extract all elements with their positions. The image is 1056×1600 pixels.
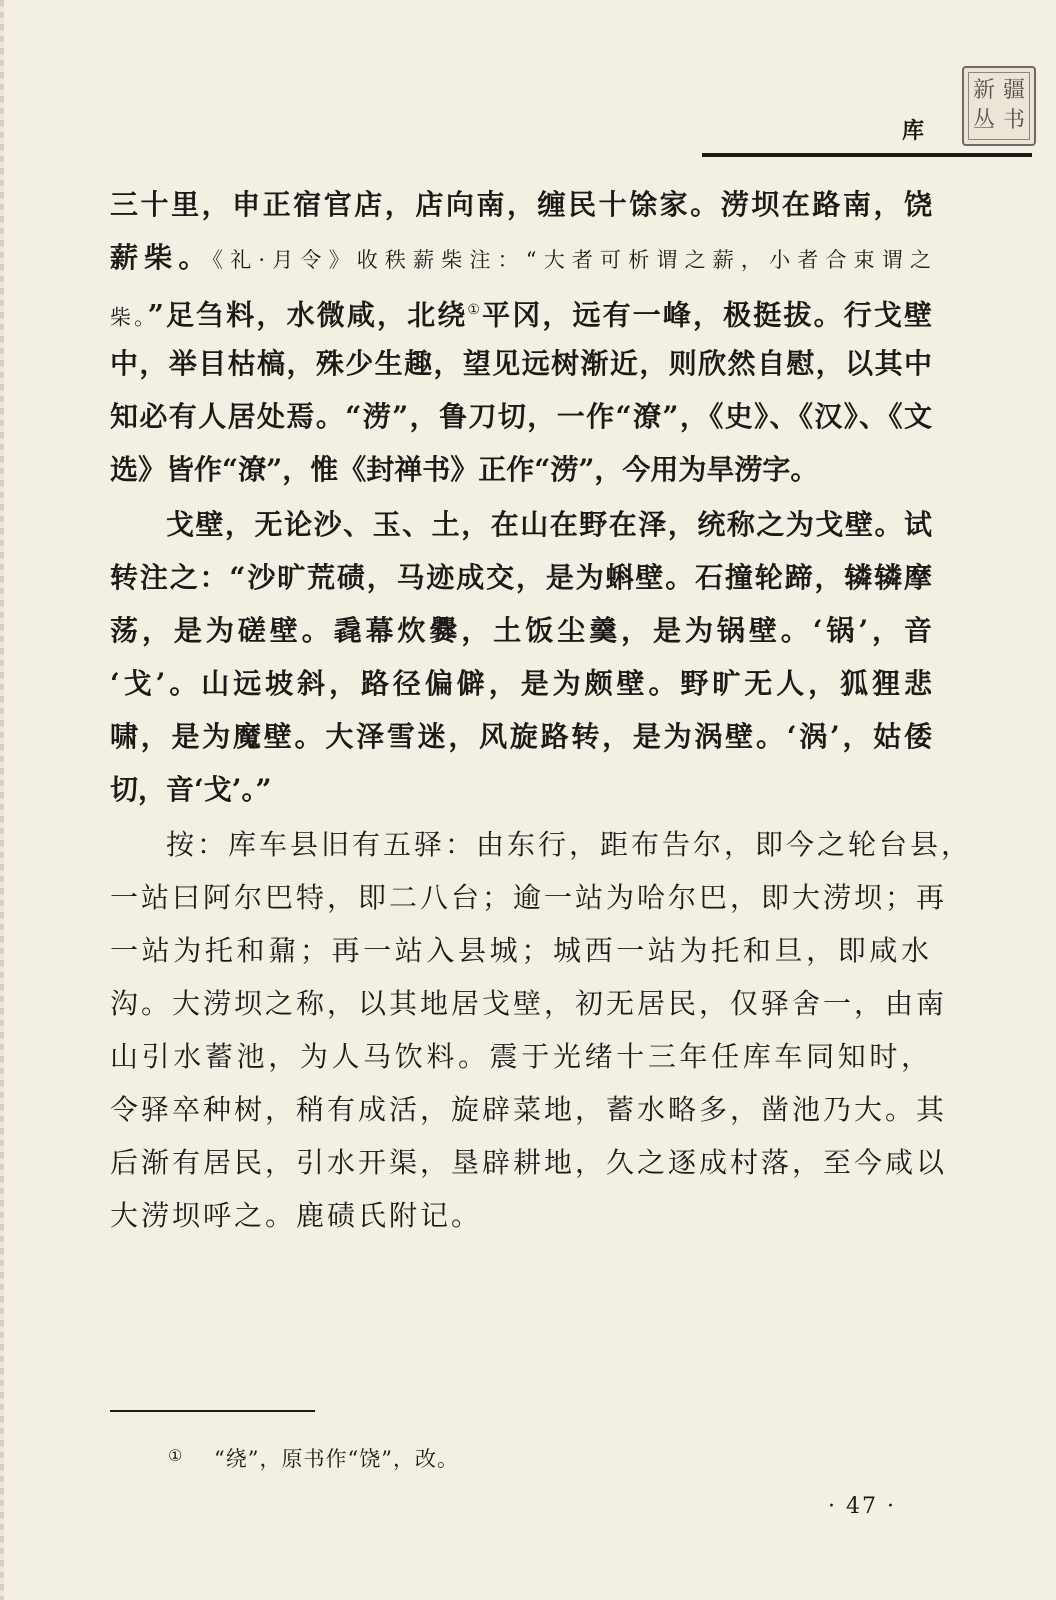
- seal-char: 书: [1002, 108, 1025, 133]
- inline-note-end: 柴。: [110, 305, 148, 330]
- footnote-mark: ①: [168, 1446, 183, 1465]
- text-line: 荡，是为磋壁。毳幕炊爨，土饭尘羹，是为锅壁。‘锅’，音: [110, 614, 932, 647]
- text-line: [110, 231, 932, 284]
- text-line: 大涝坝呼之。鹿碛氏附记。: [110, 1199, 483, 1232]
- footnote-ref: ①: [467, 302, 483, 318]
- series-seal-logo: [962, 66, 1036, 146]
- seal-char: 丛: [972, 108, 995, 133]
- text-segment: ”足刍料，水微咸，北绕: [147, 298, 468, 332]
- text-line: 一站为托和鼐；再一站入县城；城西一站为托和旦，即咸水: [110, 934, 932, 967]
- footnote-text: “绕”，原书作“饶”，改。: [214, 1447, 459, 1471]
- seal-char: 新: [972, 78, 995, 103]
- seal-characters: [968, 72, 1030, 140]
- text-line: 选》皆作“潦”，惟《封禅书》正作“涝”，今用为旱涝字。: [110, 453, 819, 486]
- text-line: 按：库车县旧有五驿：由东行，距布告尔，即今之轮台县，: [166, 828, 973, 861]
- page-number: · 47 ·: [828, 1494, 896, 1519]
- seal-char: 疆: [1002, 78, 1025, 103]
- text-segment: 平冈，远有一峰，极挺拔。行戈壁: [482, 298, 932, 332]
- text-line: 三十里，申正宿官店，店向南，缠民十馀家。涝坝在路南，饶: [110, 188, 932, 221]
- page-left-edge: [0, 0, 4, 1600]
- text-line: 中，举目枯槁，殊少生趣，望见远树渐近，则欣然自慰，以其中: [110, 347, 932, 380]
- text-line: 令驿卒种树，稍有成活，旋辟菜地，蓄水略多，凿池乃大。其: [110, 1093, 948, 1126]
- running-head: 库: [902, 119, 927, 144]
- text-line: ‘戈’。山远坡斜，路径偏僻，是为颇壁。野旷无人，狐狸悲: [110, 667, 932, 700]
- paragraph-1: [110, 178, 932, 496]
- inline-note: 《礼·月令》收秩薪柴注：“大者可析谓之薪，小者合束谓之: [212, 248, 932, 272]
- text-line: [110, 284, 932, 337]
- text-line: 知必有人居处焉。“涝”，鲁刀切，一作“潦”，《史》、《汉》、《文: [110, 400, 932, 433]
- text-line: 沟。大涝坝之称，以其地居戈壁，初无居民，仅驿舍一，由南: [110, 987, 948, 1020]
- paragraph-3: [110, 818, 973, 1242]
- text-line: 山引水蓄池，为人马饮料。震于光绪十三年任库车同知时，: [110, 1040, 932, 1073]
- text-line: 戈壁，无论沙、玉、土，在山在野在泽，统称之为戈壁。试: [166, 508, 932, 541]
- text-line: 后渐有居民，引水开渠，垦辟耕地，久之逐成村落，至今咸以: [110, 1146, 948, 1179]
- text-line: 一站曰阿尔巴特，即二八台；逾一站为哈尔巴，即大涝坝；再: [110, 881, 948, 914]
- text-line: 切，音‘戈’。”: [110, 773, 272, 806]
- text-line: 转注之：“沙旷荒碛，马迹成交，是为蝌壁。石撞轮蹄，辚辚摩: [110, 561, 932, 594]
- footnote-rule: [110, 1410, 315, 1412]
- text-lead: 薪柴。: [110, 241, 213, 274]
- paragraph-2: [110, 498, 932, 816]
- header-rule: [702, 153, 1032, 157]
- text-line: 啸，是为魔壁。大泽雪迷，风旋路转，是为涡壁。‘涡’，姑倭: [110, 720, 932, 753]
